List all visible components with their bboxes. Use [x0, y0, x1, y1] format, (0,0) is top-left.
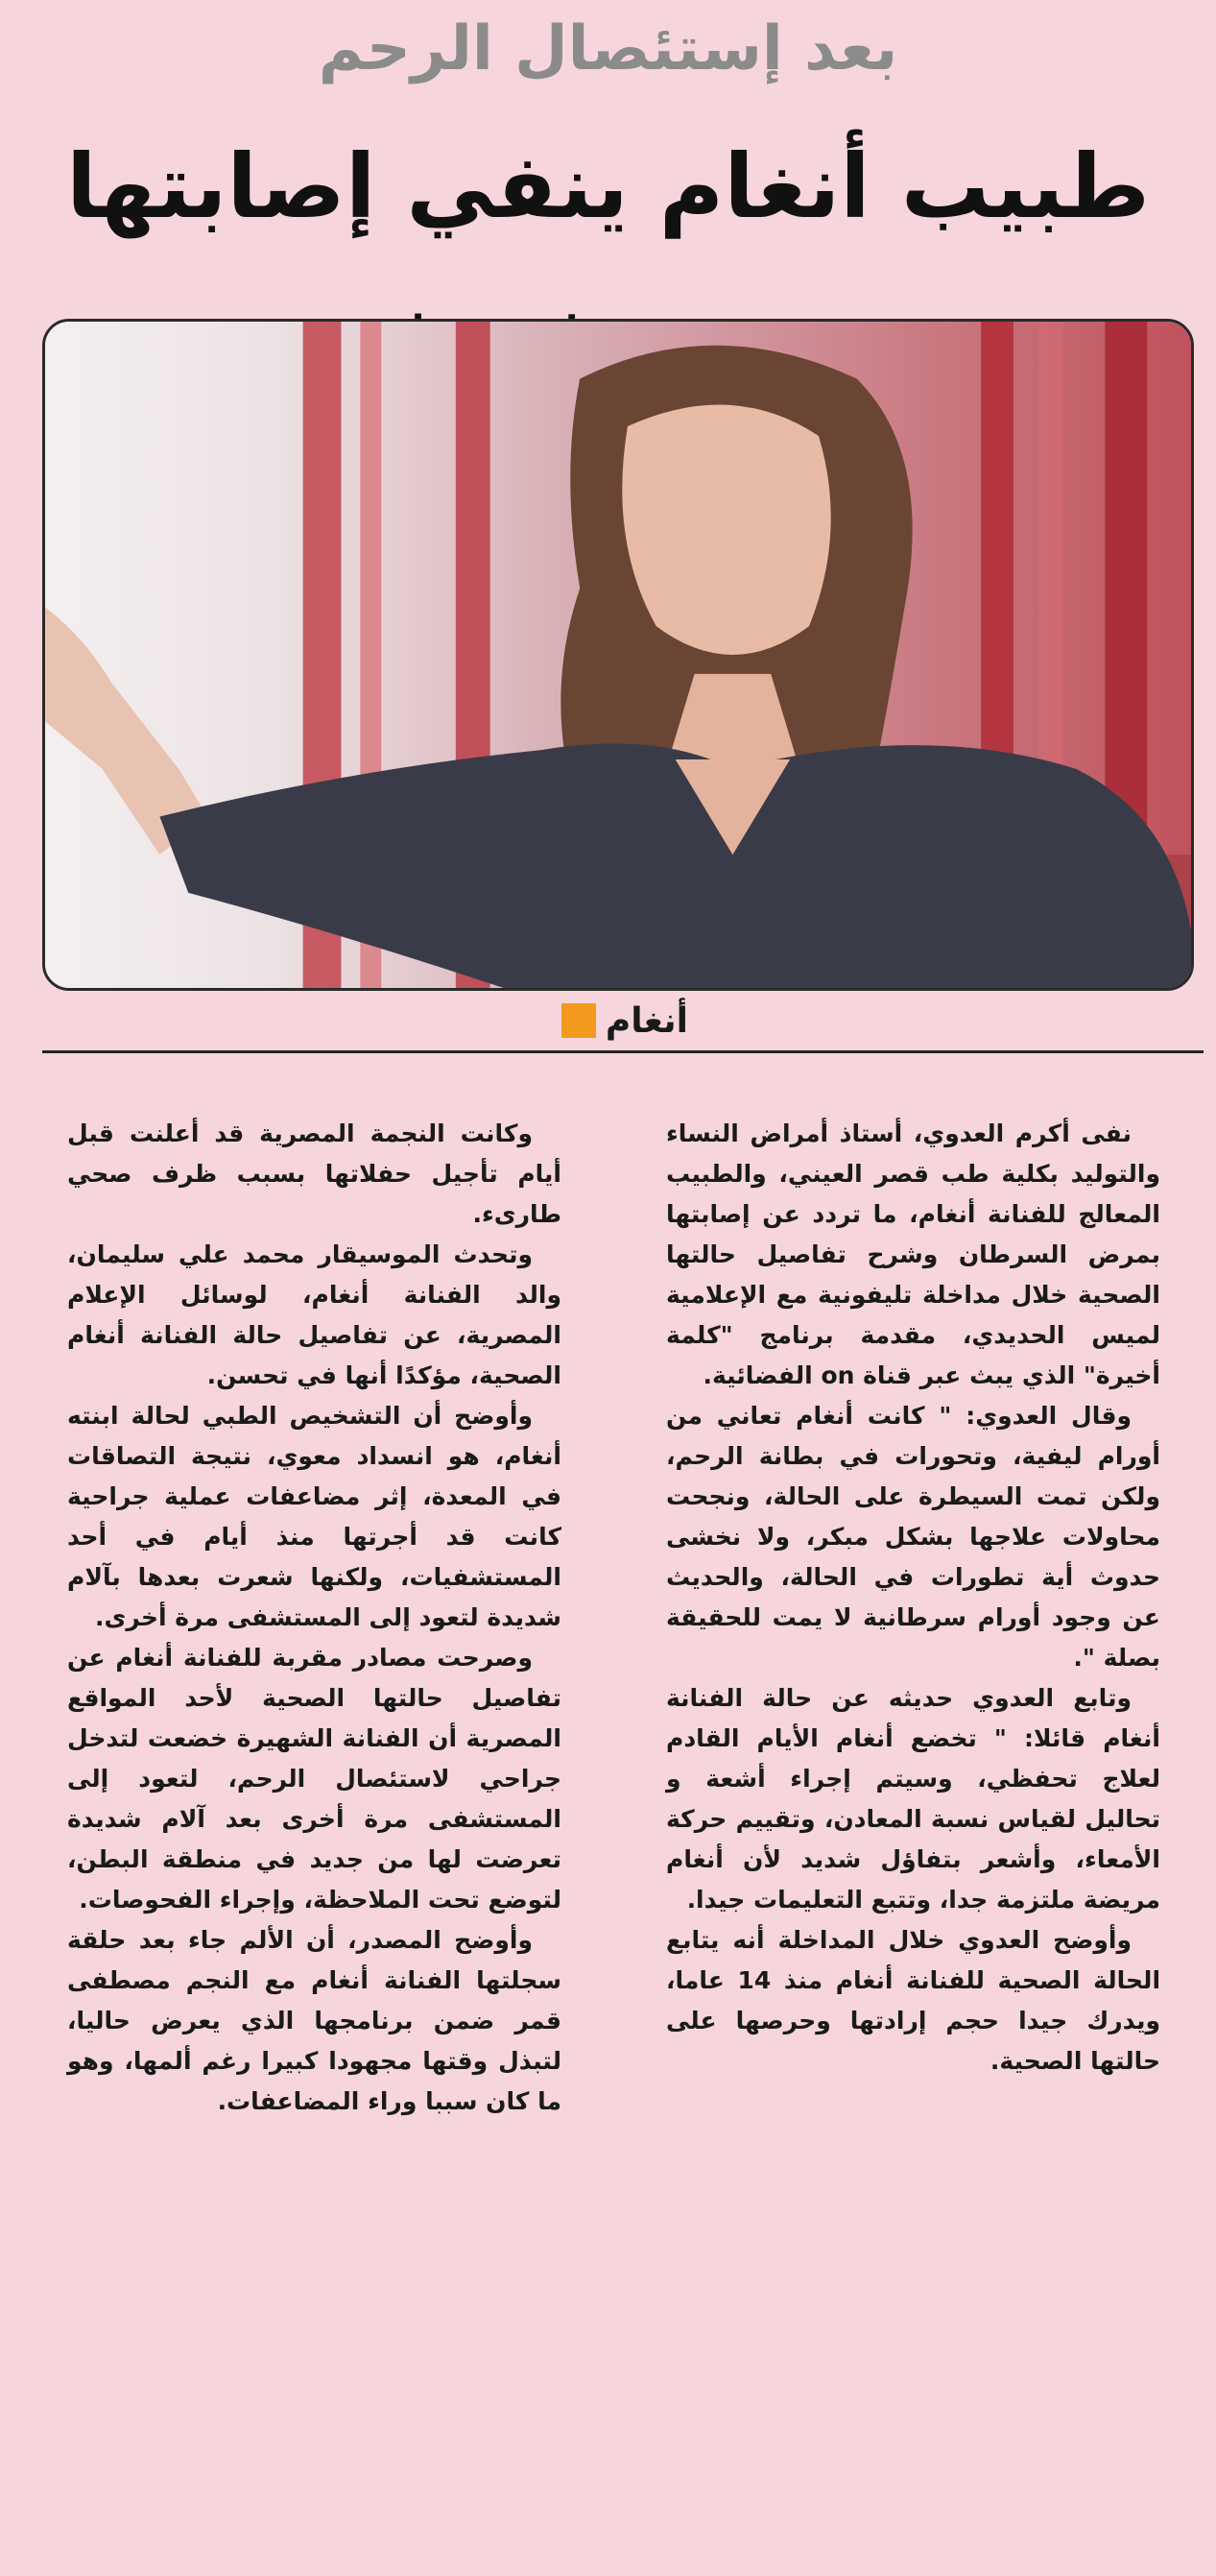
paragraph: وأوضح المصدر، أن الألم جاء بعد حلقة سجلتها الفنانة أنغام مع النجم مصطفى قمر ضمن برنامجها الذي يعرض حاليا، لتبذل وقتها مجهودا كبيرا رغم ألمها، وهو ما كان سببا وراء المضاعفات.: [67, 1926, 561, 2115]
paragraph: وقال العدوي: " كانت أنغام تعاني من أورام ليفية، وتحورات في بطانة الرحم، ولكن تمت السيطرة على الحالة، ونجحت محاولات علاجها بشكل مبكر، ولا نخشى حدوث أية تطورات في الحالة، والحديث عن وجود أورام سرطانية لا يمت للحقيقة بصلة ".: [666, 1402, 1160, 1672]
caption-divider: [42, 1050, 1204, 1053]
photo-caption: [561, 995, 688, 1047]
caption-square-icon: [561, 1003, 596, 1038]
caption-label: أنغام: [605, 1000, 688, 1041]
paragraph: وتابع العدوي حديثه عن حالة الفنانة أنغام قائلا: " تخضع أنغام الأيام القادم لعلاج تحفظي، وسيتم إجراء أشعة و تحاليل لقياس نسبة المعادن، وتقييم حركة الأمعاء، وأشعر بتفاؤل شديد لأن أنغام مريضة ملتزمة جدا، وتتبع التعليمات جيدا.: [666, 1684, 1160, 1914]
paragraph: نفى أكرم العدوي، أستاذ أمراض النساء والتوليد بكلية طب قصر العيني، والطبيب المعالج للفنانة أنغام، ما تردد عن إصابتها بمرض السرطان وشرح تفاصيل حالتها الصحية خلال مداخلة تليفونية مع الإعلامية لميس الحديدي، مقدمة برنامج "كلمة أخيرة" الذي يبث عبر قناة on الفضائية.: [666, 1119, 1160, 1389]
article-headline: طبيب أنغام ينفي إصابتها: [66, 135, 1150, 238]
article-kicker: بعد إستئصال الرحم: [318, 13, 898, 84]
article-photo: [42, 319, 1194, 991]
article-column-left: [67, 1114, 561, 2122]
article-column-right: [666, 1114, 1160, 2082]
paragraph: وصرحت مصادر مقربة للفنانة أنغام عن تفاصيل حالتها الصحية لأحد المواقع المصرية أن الفنانة الشهيرة خضعت لتدخل جراحي لاستئصال الرحم، لتعود إلى المستشفى مرة أخرى بعد آلام شديدة تعرضت لها من جديد في منطقة البطن، لتوضع تحت الملاحظة، وإجراء الفحوصات.: [67, 1644, 561, 1914]
paragraph: وأوضح أن التشخيص الطبي لحالة ابنته أنغام، هو انسداد معوي، نتيجة التصاقات في المعدة، إثر مضاعفات عملية جراحية كانت قد أجرتها منذ أيام في أحد المستشفيات، ولكنها شعرت بعدها بآلام شديدة لتعود إلى المستشفى مرة أخرى.: [67, 1402, 561, 1631]
paragraph: وكانت النجمة المصرية قد أعلنت قبل أيام تأجيل حفلاتها بسبب ظرف صحي طارىء.: [67, 1119, 561, 1228]
paragraph: وأوضح العدوي خلال المداخلة أنه يتابع الحالة الصحية للفنانة أنغام منذ 14 عاما، ويدرك جيدا حجم إرادتها وحرصها على حالتها الصحية.: [666, 1926, 1161, 2075]
paragraph: وتحدث الموسيقار محمد علي سليمان، والد الفنانة أنغام، لوسائل الإعلام المصرية، عن تفاصيل حالة الفنانة أنغام الصحية، مؤكدًا أنها في تحسن.: [67, 1240, 561, 1389]
portrait-illustration: [45, 322, 1191, 988]
